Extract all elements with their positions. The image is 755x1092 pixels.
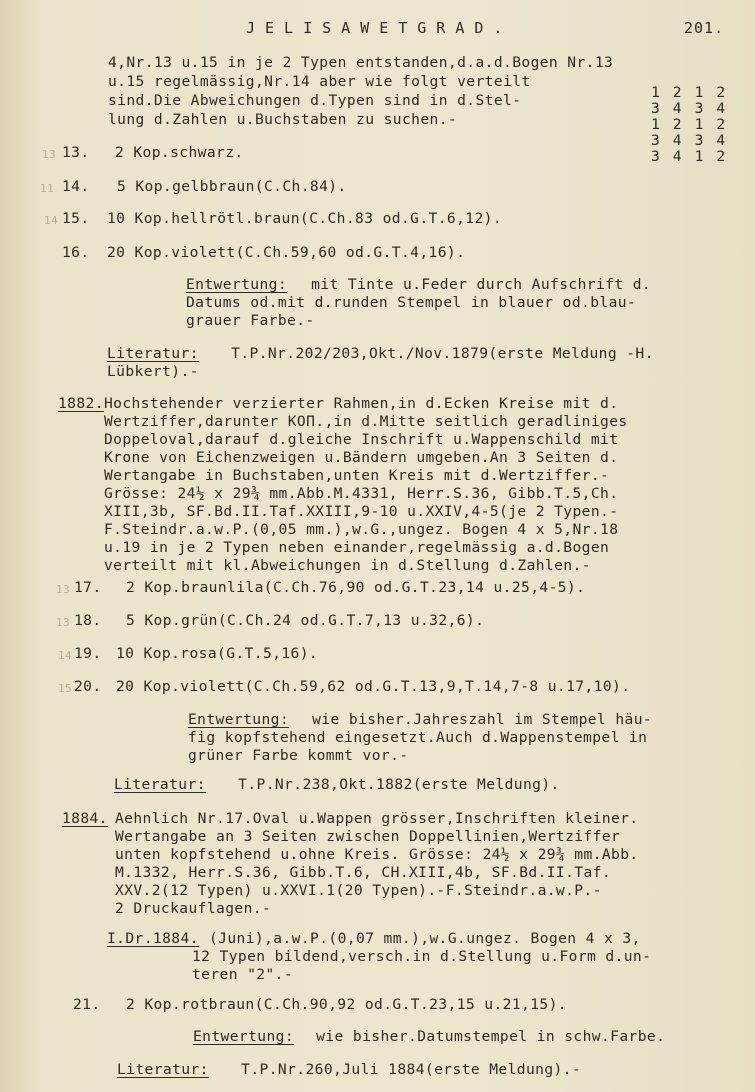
description-line: Aehnlich Nr.17.Oval u.Wappen grösser,Inschriften kleiner. (115, 810, 639, 827)
description-line: XXV.2(12 Typen) u.XXVI.1(20 Typen).-F.Steindr.a.w.P.- (115, 882, 602, 899)
description-line: F.Steindr.a.w.P.(0,05 mm.),w.G.,ungez. Bogen 4 x 5,Nr.18 (104, 521, 619, 538)
type-matrix-row: 1212 (651, 116, 739, 133)
catalog-number: 14. (62, 178, 90, 195)
stamp-entry: 10 Kop.rosa(G.T.5,16). (116, 645, 319, 662)
catalog-number: 13. (62, 144, 90, 161)
intro-line: 4,Nr.13 u.15 in je 2 Typen entstanden,d.a.d.Bogen Nr.13 (108, 54, 614, 71)
description-line: u.19 in je 2 Typen neben einander,regelmässig a.d.Bogen (104, 539, 610, 556)
literatur-text: Lübkert).- (107, 363, 199, 380)
description-line: Wertangabe an 3 Seiten zwischen Doppellinien,Wertziffer (115, 828, 621, 845)
druck-label: I.Dr.1884. (107, 930, 199, 947)
literatur-text: T.P.Nr.238,Okt.1882(erste Meldung). (229, 776, 560, 793)
margin-mark: 11 (40, 182, 55, 195)
literatur-label: Literatur: (107, 345, 199, 362)
year-heading: 1882. (58, 395, 104, 412)
description-line: Wertangabe in Buchstaben,unten Kreis mit d.Wertziffer.- (104, 467, 610, 484)
description-line: Grösse: 24½ x 29¾ mm.Abb.M.4331, Herr.S.36, Gibb.T.5,Ch. (104, 485, 619, 502)
stamp-entry: 2 Kop.rotbraun(C.Ch.90,92 od.G.T.23,15 u.21,15). (126, 996, 567, 1013)
description-line: Wertziffer,darunter КОП.,in d.Mitte seitlich geradliniges (104, 413, 628, 430)
entwertung-text: mit Tinte u.Feder durch Aufschrift d. (302, 276, 652, 293)
description-line: Doppeloval,darauf d.gleiche Inschrift u.Wappenschild mit (104, 431, 619, 448)
margin-mark: 14 (44, 214, 59, 227)
catalog-number: 16. (62, 244, 90, 261)
page-number: 201. (684, 19, 725, 37)
description-line: Hochstehender verzierter Rahmen,in d.Ecken Kreise mit d. (104, 395, 619, 412)
entwertung-text: grüner Farbe kommt vor.- (188, 747, 409, 764)
margin-mark: 15 (58, 682, 73, 695)
literatur-text: T.P.Nr.202/203,Okt./Nov.1879(erste Meldung -H. (222, 345, 654, 362)
margin-mark: 13 (56, 616, 71, 629)
margin-mark: 13 (56, 583, 71, 596)
druck-text: 12 Typen bildend,versch.in d.Stellung u.Form d.un- (192, 948, 652, 965)
stamp-entry: 2 Kop.braunlila(C.Ch.76,90 od.G.T.23,14 u.25,4-5). (126, 579, 586, 596)
entwertung-text: fig kopfstehend eingesetzt.Auch d.Wappenstempel in (188, 729, 648, 746)
literatur-text: T.P.Nr.260,Juli 1884(erste Meldung).- (232, 1061, 582, 1078)
intro-line: sind.Die Abweichungen d.Typen sind in d.Stel- (108, 92, 522, 109)
stamp-entry: 20 Kop.violett(C.Ch.59,60 od.G.T.4,16). (107, 244, 466, 261)
type-matrix-row: 1212 (651, 84, 739, 101)
description-line: unten kopfstehend u.ohne Kreis. Grösse: 24½ x 29¾ mm.Abb. (115, 846, 639, 863)
year-heading: 1884. (62, 810, 108, 827)
description-line: verteilt mit kl.Abweichungen in d.Stellung d.Zahlen.- (104, 557, 591, 574)
entwertung-text: wie bisher.Datumstempel in schw.Farbe. (307, 1028, 666, 1045)
stamp-entry: 10 Kop.hellrötl.braun(C.Ch.83 od.G.T.6,12). (107, 210, 503, 227)
type-matrix-row: 3434 (651, 100, 739, 117)
stamp-entry: 5 Kop.grün(C.Ch.24 od.G.T.7,13 u.32,6). (126, 612, 485, 629)
stamp-entry: 20 Kop.violett(C.Ch.59,62 od.G.T.13,9,T.14,7-8 u.17,10). (116, 678, 631, 695)
literatur-label: Literatur: (117, 1061, 209, 1078)
catalog-number: 19. (74, 645, 102, 662)
type-matrix-row: 3412 (651, 148, 739, 165)
description-line: M.1332, Herr.S.36, Gibb.T.6, CH.XIII,4b, SF.Bd.II.Taf. (115, 864, 612, 881)
margin-mark: 14 (58, 649, 73, 662)
catalog-number: 21. (73, 996, 101, 1013)
catalog-number: 15. (62, 210, 90, 227)
entwertung-label: Entwertung: (188, 711, 290, 728)
entwertung-label: Entwertung: (186, 276, 288, 293)
catalog-number: 17. (74, 579, 102, 596)
stamp-entry: 2 Kop.schwarz. (115, 144, 244, 161)
literatur-label: Literatur: (114, 776, 206, 793)
stamp-entry: 5 Kop.gelbbraun(C.Ch.84). (117, 178, 347, 195)
entwertung-text: Datums od.mit d.runden Stempel in blauer od.blau- (186, 294, 637, 311)
description-line: Krone von Eichenzweigen u.Bändern umgeben.An 3 Seiten d. (104, 449, 619, 466)
druck-text: teren "2".- (192, 966, 294, 983)
entwertung-text: grauer Farbe.- (186, 312, 315, 329)
druck-text: (Juni),a.w.P.(0,07 mm.),w.G.ungez. Bogen 4 x 3, (209, 930, 641, 947)
intro-line: u.15 regelmässig,Nr.14 aber wie folgt verteilt (108, 73, 531, 90)
catalog-number: 18. (74, 612, 102, 629)
margin-mark: 13 (42, 148, 57, 161)
intro-line: lung d.Zahlen u.Buchstaben zu suchen.- (108, 111, 458, 128)
running-header: JELISAWETGRAD. (246, 19, 513, 37)
description-line: 2 Druckauflagen.- (115, 900, 272, 917)
description-line: XIII,3b, SF.Bd.II.Taf.XXIII,9-10 u.XXIV,4-5(je 2 Typen.- (104, 503, 619, 520)
type-matrix-row: 3434 (651, 132, 739, 149)
catalog-number: 20. (74, 678, 102, 695)
entwertung-text: wie bisher.Jahreszahl im Stempel häu- (303, 711, 653, 728)
entwertung-label: Entwertung: (193, 1028, 295, 1045)
